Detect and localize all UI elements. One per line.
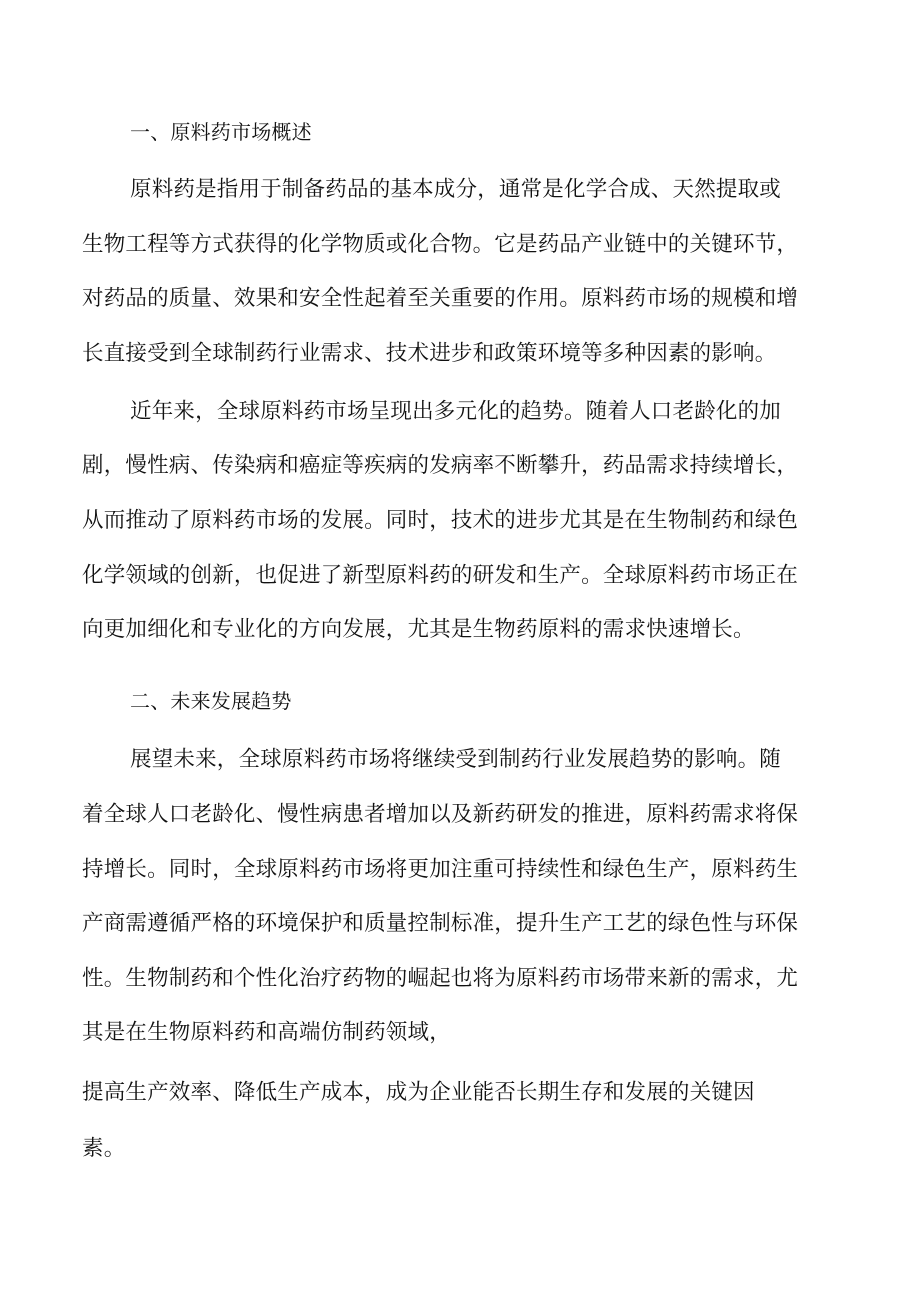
paragraph-line: 提高生产效率、降低生产成本，成为企业能否长期生存和发展的关键因 [82, 1080, 755, 1105]
paragraph-line: 持增长。同时，全球原料药市场将更加注重可持续性和绿色生产，原料药生 [82, 857, 799, 882]
paragraph-line: 产商需遵循严格的环境保护和质量控制标准，提升生产工艺的绿色性与环保 [82, 911, 799, 936]
paragraph-line: 其是在生物原料药和高端仿制药领域， [82, 1020, 451, 1045]
paragraph-line: 素。 [82, 1136, 126, 1161]
paragraph-line: 生物工程等方式获得的化学物质或化合物。它是药品产业链中的关键环节， [82, 232, 799, 257]
paragraph-line: 长直接受到全球制药行业需求、技术进步和政策环境等多种因素的影响。 [82, 341, 777, 366]
paragraph-line: 展望未来，全球原料药市场将继续受到制药行业发展趋势的影响。随 [130, 747, 782, 772]
paragraph-line: 剧，慢性病、传染病和癌症等疾病的发病率不断攀升，药品需求持续增长， [82, 453, 799, 478]
section-heading-2: 二、未来发展趋势 [130, 689, 292, 713]
paragraph-line: 对药品的质量、效果和安全性起着至关重要的作用。原料药市场的规模和增 [82, 286, 799, 311]
paragraph-line: 着全球人口老龄化、慢性病患者增加以及新药研发的推进，原料药需求将保 [82, 802, 799, 827]
paragraph-line: 化学领域的创新，也促进了新型原料药的研发和生产。全球原料药市场正在 [82, 563, 799, 588]
paragraph-line: 原料药是指用于制备药品的基本成分，通常是化学合成、天然提取或 [130, 177, 782, 202]
paragraph-line: 近年来，全球原料药市场呈现出多元化的趋势。随着人口老龄化的加 [130, 399, 782, 424]
paragraph-line: 性。生物制药和个性化治疗药物的崛起也将为原料药市场带来新的需求，尤 [82, 966, 799, 991]
section-heading-1: 一、原料药市场概述 [130, 120, 312, 144]
paragraph-line: 向更加细化和专业化的方向发展，尤其是生物药原料的需求快速增长。 [82, 617, 755, 642]
paragraph-line: 从而推动了原料药市场的发展。同时，技术的进步尤其是在生物制药和绿色 [82, 508, 799, 533]
